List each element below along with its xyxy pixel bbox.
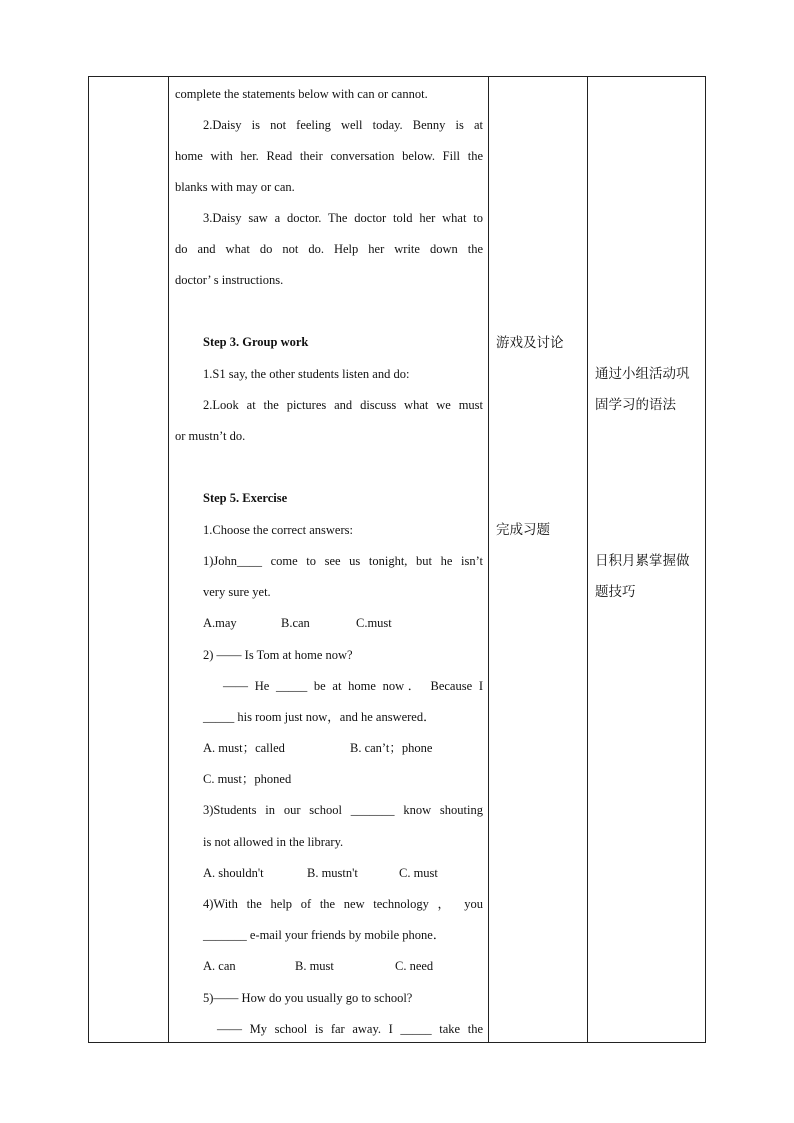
block1-line: home with her. Read their conversation below. Fill the — [175, 149, 483, 163]
question-4-cont: _______ e-mail your friends by mobile phone． — [203, 928, 446, 942]
step3-line: 2.Look at the pictures and discuss what we must — [203, 398, 483, 412]
q4-option-a: A. can — [203, 959, 236, 973]
question-2: 2) —— Is Tom at home now? — [203, 648, 353, 662]
question-3-cont: is not allowed in the library. — [203, 835, 344, 849]
q2-option-b: B. can’t；phone — [350, 741, 433, 755]
step5-line: 1.Choose the correct answers: — [203, 523, 353, 537]
column-divider-2 — [488, 77, 489, 1042]
block1-line: 2.Daisy is not feeling well today. Benny is at — [203, 118, 483, 132]
block1-line: 3.Daisy saw a doctor. The doctor told her what to — [203, 211, 483, 225]
block1-line: blanks with may or can. — [175, 180, 295, 194]
purpose-2-line: 题技巧 — [595, 584, 636, 600]
q4-option-b: B. must — [295, 959, 334, 973]
activity-game-discussion: 游戏及讨论 — [496, 335, 564, 351]
q3-option-a: A. shouldn't — [203, 866, 264, 880]
lesson-plan-table — [88, 76, 706, 1043]
question-1-cont: very sure yet. — [203, 585, 271, 599]
question-3: 3)Students in our school _______ know shouting — [203, 803, 483, 817]
question-5-cont: —— My school is far away. I _____ take the — [217, 1022, 483, 1036]
question-5: 5)—— How do you usually go to school? — [203, 991, 413, 1005]
activity-complete-exercises: 完成习题 — [496, 522, 550, 538]
purpose-2-line: 日积月累掌握做 — [595, 553, 690, 569]
column-divider-3 — [587, 77, 588, 1042]
q1-option-a: A.may — [203, 616, 237, 630]
q1-option-c: C.must — [356, 616, 392, 630]
block1-line: doctor’ s instructions. — [175, 273, 284, 287]
block1-line: do and what do not do. Help her write down the — [175, 242, 483, 256]
q2-option-c: C. must；phoned — [203, 772, 292, 786]
q1-option-b: B.can — [281, 616, 310, 630]
purpose-1-line: 通过小组活动巩 — [595, 366, 690, 382]
question-4: 4)With the help of the new technology ， you — [203, 897, 483, 911]
column-divider-1 — [168, 77, 169, 1042]
step3-line: or mustn’t do. — [175, 429, 246, 443]
question-2-cont: —— He _____ be at home now． Because I — [223, 679, 483, 693]
question-1: 1)John____ come to see us tonight, but he isn’t — [203, 554, 483, 568]
question-2-cont: _____ his room just now，and he answered． — [203, 710, 436, 724]
q2-option-a: A. must；called — [203, 741, 285, 755]
q4-option-c: C. need — [395, 959, 434, 973]
block1-line: complete the statements below with can or cannot. — [175, 87, 428, 101]
step3-title: Step 3. Group work — [203, 335, 309, 349]
step5-title: Step 5. Exercise — [203, 491, 288, 505]
q3-option-c: C. must — [399, 866, 438, 880]
purpose-1-line: 固学习的语法 — [595, 397, 676, 413]
q3-option-b: B. mustn't — [307, 866, 358, 880]
step3-line: 1.S1 say, the other students listen and do: — [203, 367, 410, 381]
